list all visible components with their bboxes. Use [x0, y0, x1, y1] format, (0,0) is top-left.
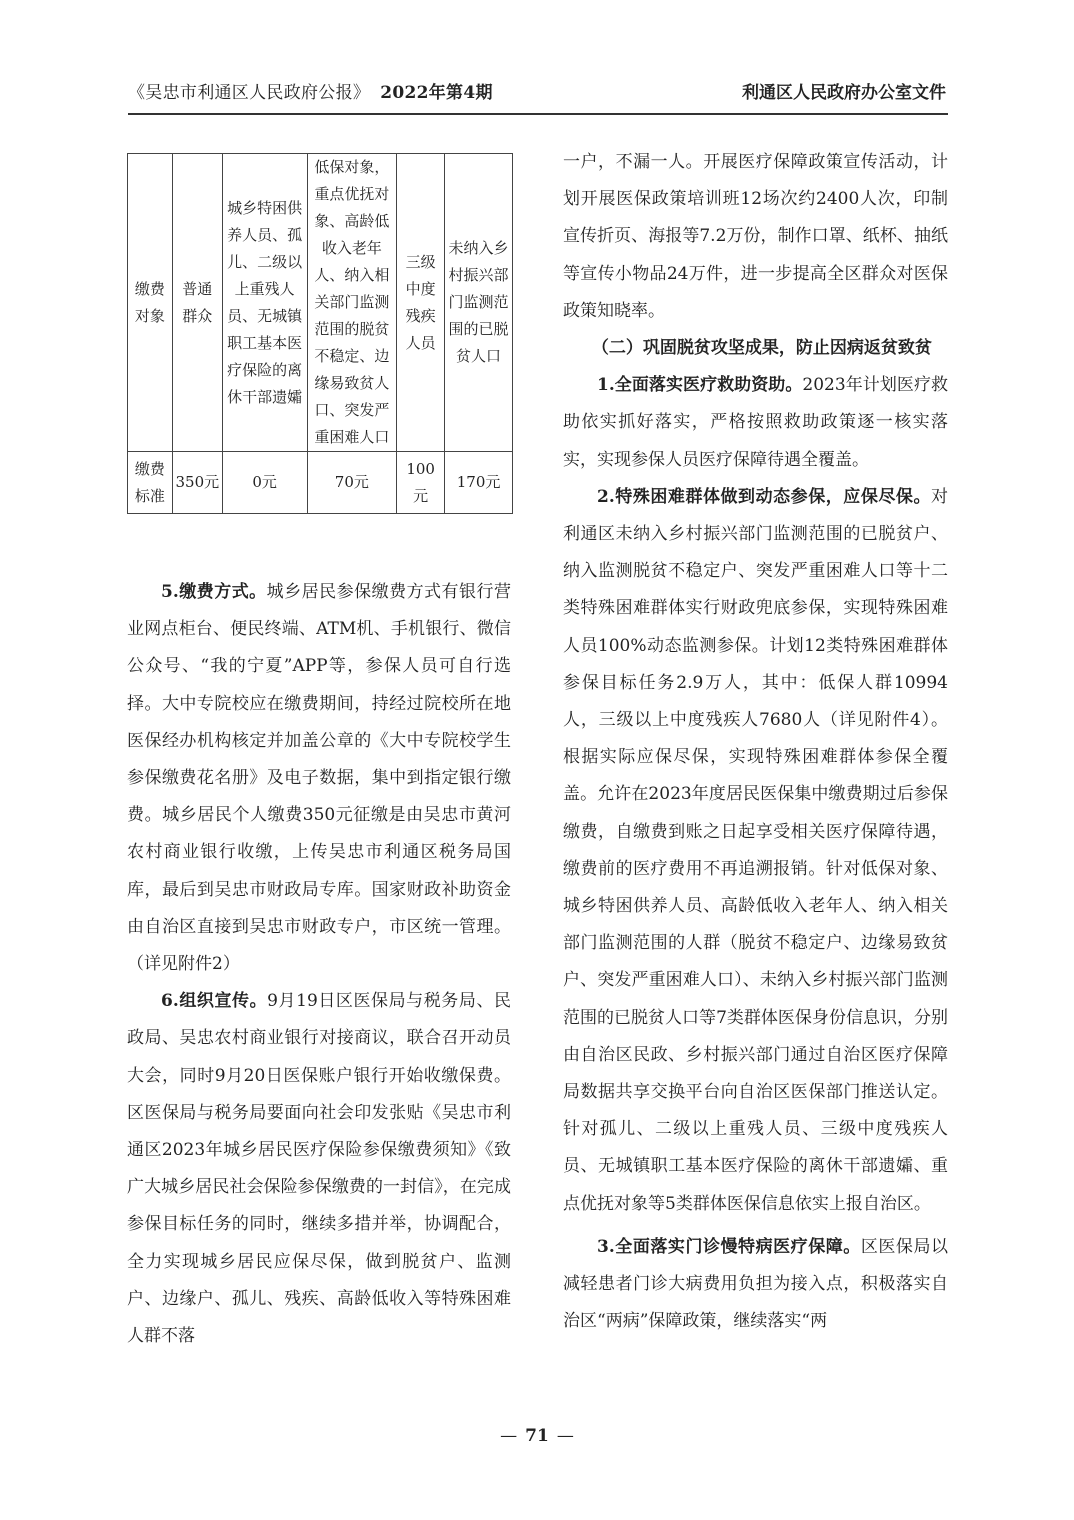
table-cell: 城乡特困供养人员、孤儿、二级以上重残人员、无城镇职工基本医疗保险的离休干部遗孀	[222, 154, 307, 452]
left-column	[127, 574, 511, 1355]
table-cell: 低保对象，重点优抚对象、高龄低收入老年人、纳入相关部门监测范围的脱贫不稳定、边缘易致贫人口、突发严重困难人口	[307, 154, 397, 452]
table-cell: 100元	[397, 452, 445, 514]
table-cell: 三级中度残疾人员	[397, 154, 445, 452]
paragraph-title: 3.全面落实门诊慢特病医疗保障。	[597, 1236, 861, 1257]
table-cell: 0元	[222, 452, 307, 514]
paragraph-title: 1.全面落实医疗救助资助。	[597, 375, 803, 396]
paragraph-body: 城乡居民参保缴费方式有银行营业网点柜台、便民终端、ATM机、手机银行、微信公众号、“我的宁夏”APP等，参保人员可自行选择。大中专院校应在缴费期间，持经过院校所在地医保经办机构核定并加盖公章的《大中专院校学生参保缴费花名册》及电子数据，集中到指定银行缴费。城乡居民个人缴费350元征缴是由吴忠市黄河农村商业银行收缴，上传吴忠市利通区税务局国库，最后到吴忠市财政局专库。国家财政补助资金由自治区直接到吴忠市财政专户，市区统一管理。（详见附件2）	[127, 582, 512, 975]
paragraph-publicity	[127, 983, 511, 1355]
fee-table	[127, 153, 513, 514]
page-number: 71	[525, 1426, 549, 1446]
paragraph-body: 区医保局以减轻患者门诊大病费用负担为接入点，积极落实自治区“两病”保障政策，继续落实“两	[563, 1236, 949, 1332]
paragraph-title: 5.缴费方式。	[161, 582, 267, 602]
paragraph-outpatient-coverage	[563, 1229, 948, 1341]
page-footer	[0, 1426, 1074, 1446]
paragraph-continued: 一户，不漏一人。开展医疗保障政策宣传活动，计划开展医保政策培训班12场次约2400人次，印制宣传折页、海报等7.2万份，制作口罩、纸杯、抽纸等宣传小物品24万件，进一步提高全区群众对医保政策知晓率。	[563, 152, 948, 321]
header-divider	[128, 113, 948, 115]
paragraph-body: 对利通区未纳入乡村振兴部门监测范围的已脱贫户、纳入监测脱贫不稳定户、突发严重困难人口等十二类特殊困难群体实行财政兜底参保，实现特殊困难人员100%动态监测参保。计划12类特殊困难群体参保目标任务2.9万人，其中：低保人群10994人，三级以上中度残疾人7680人（详见附件4）。根据实际应保尽保，实现特殊困难群体参保全覆盖。允许在2023年度居民医保集中缴费期过后参保缴费，自缴费到账之日起享受相关医疗保障待遇，缴费前的医疗费用不再追溯报销。针对低保对象、城乡特困供养人员、高龄低收入老年人、纳入相关部门监测范围的人群（脱贫不稳定户、边缘易致贫户、突发严重困难人口）、未纳入乡村振兴部门监测范围的已脱贫人口等7类群体医保身份信息识，分别由自治区民政、乡村振兴部门通过自治区医疗保障局数据共享交换平台向自治区医保部门推送认定。针对孤儿、二级以上重残人员、三级中度残疾人员、无城镇职工基本医疗保险的离休干部遗孀、重点优抚对象等5类群体医保信息依实上报自治区。	[563, 486, 948, 1214]
paragraph-body: 9月19日区医保局与税务局、民政局、吴忠农村商业银行对接商议，联合召开动员大会，同时9月20日医保账户银行开始收缴保费。区医保局与税务局要面向社会印发张贴《吴忠市利通区2023年城乡居民医疗保险参保缴费须知》《致广大城乡居民社会保险参保缴费的一封信》，在完成参保目标任务的同时，继续多措并举，协调配合，全力实现城乡居民应保尽保，做到脱贫户、监测户、边缘户、孤儿、残疾、高龄低收入等特殊困难人群不落	[127, 991, 512, 1347]
table-cell: 70元	[307, 452, 397, 514]
section-heading: （二）巩固脱贫攻坚成果，防止因病返贫致贫	[591, 338, 932, 359]
paragraph-medical-aid	[563, 367, 948, 479]
footer-dash-left: —	[500, 1426, 518, 1446]
paragraph-payment-methods	[127, 574, 511, 983]
table-cell: 普通群众	[172, 154, 222, 452]
table-cell: 350元	[172, 452, 222, 514]
issue-number: 2022年第4期	[380, 83, 493, 103]
table-row	[128, 154, 513, 452]
paragraph-title: 2.特殊困难群体做到动态参保，应保尽保。	[597, 486, 931, 507]
publication-title: 《吴忠市利通区人民政府公报》	[128, 83, 371, 103]
table-cell: 未纳入乡村振兴部门监测范围的已脱贫人口	[445, 154, 513, 452]
table-row-label: 缴费标准	[128, 452, 173, 514]
right-column	[563, 144, 948, 1341]
document-category: 利通区人民政府办公室文件	[742, 83, 946, 103]
footer-dash-right: —	[556, 1426, 574, 1446]
table-cell: 170元	[445, 452, 513, 514]
paragraph-title: 6.组织宣传。	[161, 991, 268, 1012]
table-row-label: 缴费对象	[128, 154, 173, 452]
paragraph-body: 2023年计划医疗救助依实抓好落实，严格按照救助政策逐一核实落实，实现参保人员医疗保障待遇全覆盖。	[563, 375, 948, 470]
table-row	[128, 452, 513, 514]
publication-header	[128, 78, 493, 103]
paragraph-dynamic-enrollment	[563, 479, 948, 1223]
